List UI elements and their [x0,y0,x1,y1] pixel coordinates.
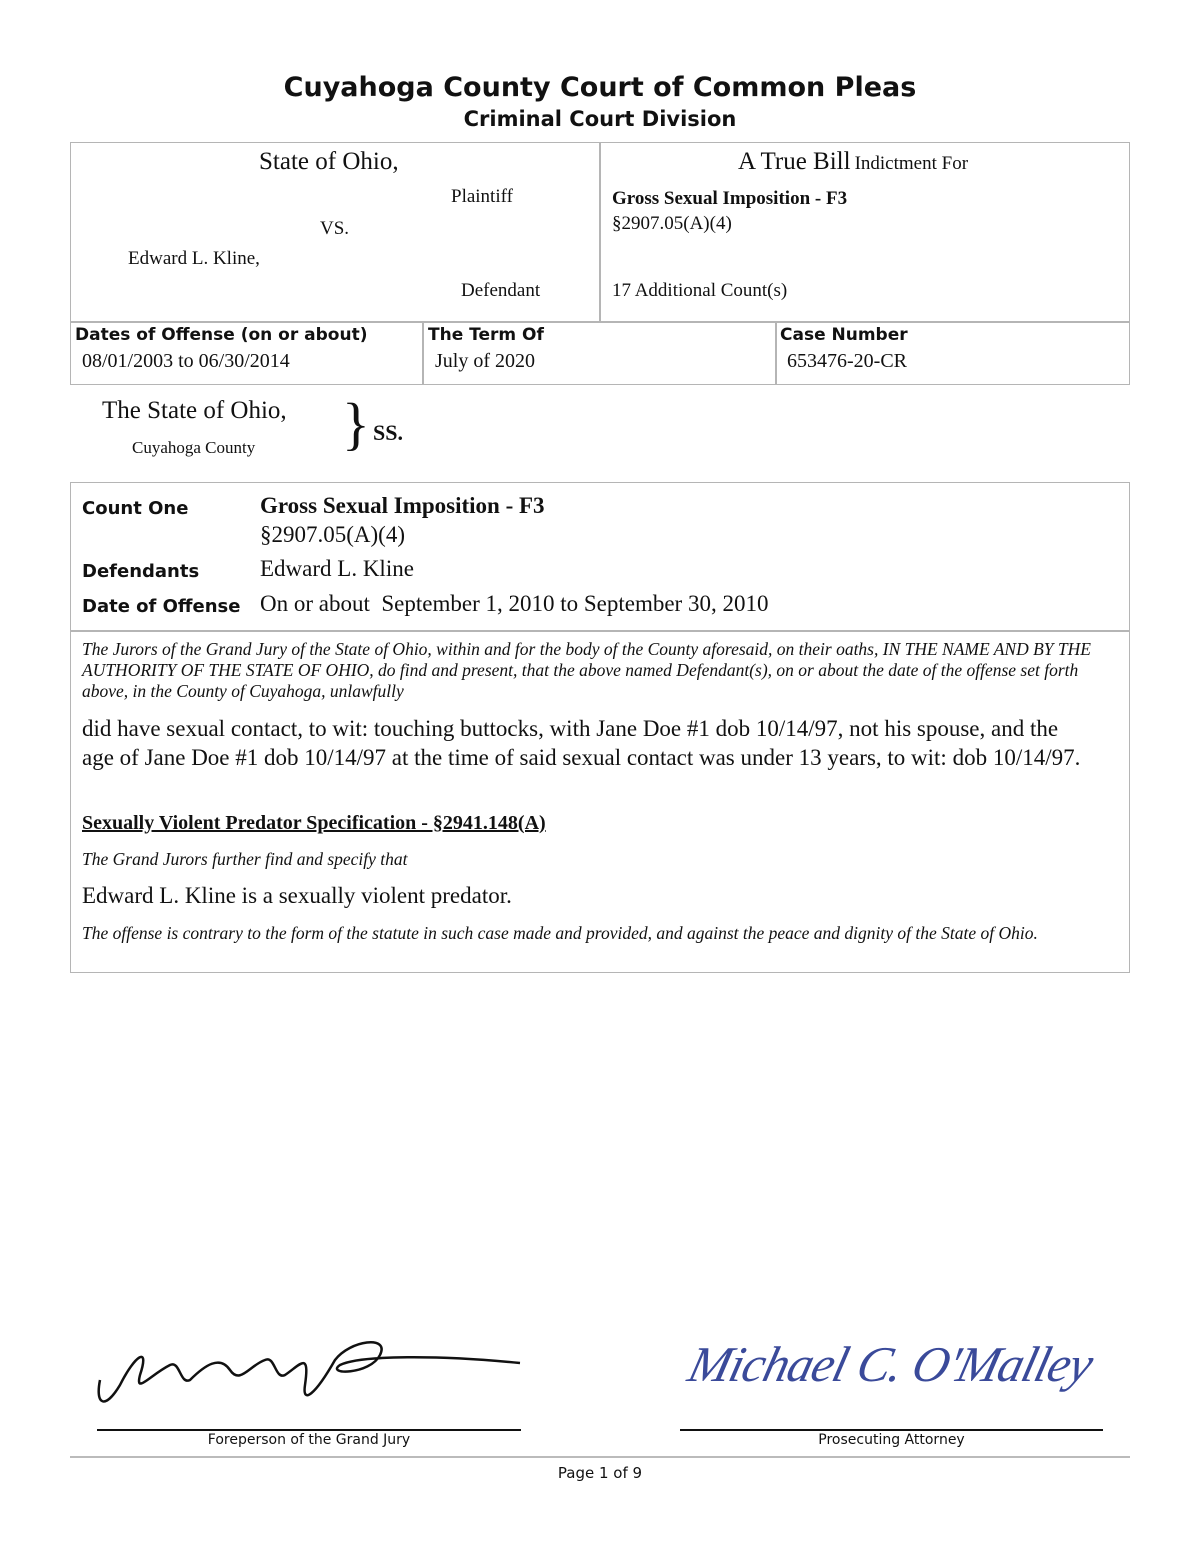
term-value: July of 2020 [435,350,535,372]
specification-intro: The Grand Jurors further find and specify that [82,849,408,869]
prosecutor-label: Prosecuting Attorney [818,1432,965,1448]
dates-value: 08/01/2003 to 06/30/2014 [82,350,290,372]
foreperson-signature [90,1325,530,1425]
brace: } [342,391,370,456]
count-body: did have sexual contact, to wit: touching buttocks, with Jane Doe #1 dob 10/14/97, not his spouse, and the age of Jane Doe #1 dob 10/14/97 at the time of said sexual contact was under 13 years, to wit: dob 10/14/97. [82,716,1081,770]
charge: Gross Sexual Imposition - F3 [612,188,848,209]
defendant-name: Edward L. Kline, [128,248,260,269]
specification-title: Sexually Violent Predator Specification - §2941.148(A) [82,812,546,834]
date-of-offense-label: Date of Offense [82,596,241,617]
closing-statement: The offense is contrary to the form of the statute in such case made and provided, and against the peace and dignity of the State of Ohio. [82,923,1038,943]
case-number-label: Case Number [780,325,908,345]
footer-rule [70,1456,1130,1458]
vs-label: VS. [320,218,350,239]
date-of-offense-value: On or about September 1, 2010 to September 30, 2010 [260,591,769,616]
preamble: The Jurors of the Grand Jury of the State of Ohio, within and for the body of the County aforesaid, on their oaths, IN THE NAME AND BY THE AUTHORITY OF THE STATE OF OHIO, do find and present, that the above named Defendant(s), on or about the date of the offense set forth above, in the County of Cuyahoga, unlawfully [82,639,1091,701]
division-title: Criminal Court Division [463,107,737,131]
divider [70,630,1130,632]
count-statute: §2907.05(A)(4) [260,522,405,547]
venue-county: Cuyahoga County [132,438,256,457]
additional-counts: 17 Additional Count(s) [612,280,788,301]
prosecutor-signature-line [680,1429,1103,1431]
plaintiff-name: State of Ohio, [259,148,399,175]
true-bill-heading [738,148,968,176]
defendants-label: Defendants [82,561,200,582]
venue-state: The State of Ohio, [102,397,287,424]
divider [70,321,1130,323]
statute: §2907.05(A)(4) [612,213,732,234]
count-charge: Gross Sexual Imposition - F3 [260,493,545,518]
plaintiff-label: Plaintiff [451,186,513,207]
defendants-value: Edward L. Kline [260,556,414,581]
divider [599,142,601,323]
divider [422,322,424,384]
true-bill: A True Bill [738,148,851,175]
court-title: Cuyahoga County Court of Common Pleas [283,72,917,103]
specification-body: Edward L. Kline is a sexually violent predator. [82,883,512,908]
prosecutor-signature: Michael C. O'Malley [683,1336,1099,1392]
divider [775,322,777,384]
case-number-value: 653476-20-CR [787,350,907,372]
foreperson-label: Foreperson of the Grand Jury [207,1432,411,1448]
count-label: Count One [82,498,189,519]
defendant-label: Defendant [461,280,541,301]
ss-label: SS. [373,420,403,445]
indictment-for: Indictment For [854,153,969,174]
term-label: The Term Of [428,325,544,345]
dates-label: Dates of Offense (on or about) [75,325,368,345]
foreperson-signature-line [97,1429,521,1431]
page-number: Page 1 of 9 [557,1464,643,1482]
